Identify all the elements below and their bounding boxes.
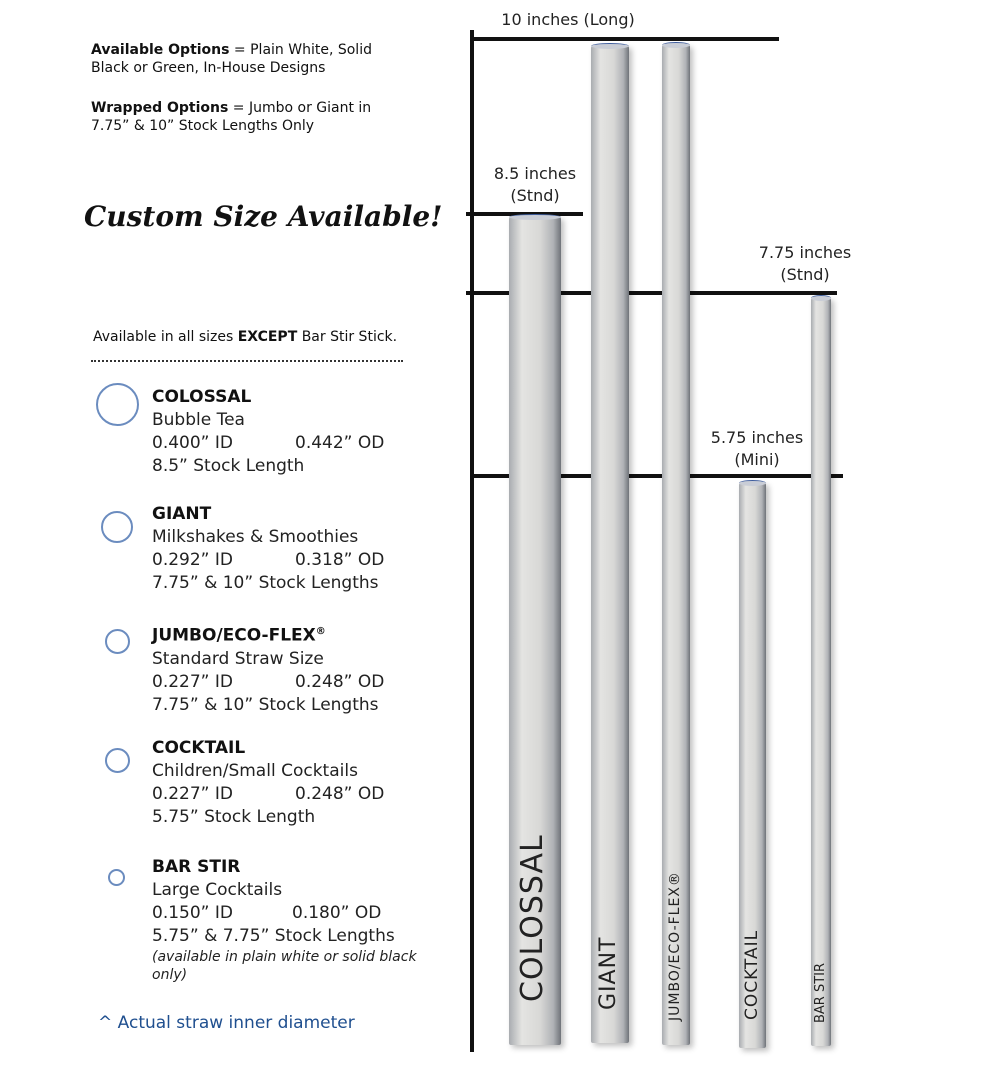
marker-label-5-75in (692, 427, 822, 471)
available-options-label: Available Options (91, 42, 230, 58)
marker-type: (Mini) (734, 450, 780, 469)
stock-length: 7.75” & 10” Stock Lengths (152, 573, 379, 593)
size-jumbo (152, 620, 462, 717)
size-name: BAR STIR (152, 857, 241, 877)
straw-label: COCKTAIL (741, 929, 762, 1020)
outer-diameter: 0.248” OD (295, 671, 385, 692)
marker-length: 5.75 inches (710, 428, 804, 447)
inner-diameter: 0.400” ID (152, 433, 233, 453)
availability-note (93, 329, 397, 345)
marker-line-10in (472, 37, 779, 41)
marker-length: 7.75 inches (758, 243, 852, 262)
straw-label: JUMBO/ECO-FLEX® (667, 871, 683, 1021)
custom-size-heading: Custom Size Available! (84, 200, 443, 233)
marker-type: (Stnd) (510, 186, 560, 205)
straw-giant (591, 45, 629, 1043)
size-colossal (152, 386, 462, 478)
size-use: Children/Small Cocktails (152, 761, 358, 781)
inner-diameter: 0.227” ID (152, 671, 233, 692)
note-post: Bar Stir Stick. (297, 329, 398, 345)
marker-label-7-75in (740, 242, 870, 286)
size-use: Standard Straw Size (152, 648, 324, 669)
size-bar-stir (152, 856, 462, 984)
size-cocktail (152, 737, 462, 829)
marker-label-10in: 10 inches (Long) (501, 10, 635, 29)
size-use: Large Cocktails (152, 880, 283, 900)
outer-diameter: 0.318” OD (295, 550, 385, 570)
size-name: COCKTAIL (152, 738, 246, 758)
wrapped-options-text: = Jumbo or Giant in 7.75” & 10” Stock Lengths Only (91, 100, 372, 134)
inner-diameter: 0.292” ID (152, 550, 233, 570)
outer-diameter: 0.442” OD (295, 433, 385, 453)
stock-length: 7.75” & 10” Stock Lengths (152, 694, 379, 715)
size-use: Milkshakes & Smoothies (152, 527, 359, 547)
registered-mark: ® (315, 626, 326, 637)
giant-diameter-circle (101, 511, 133, 543)
size-name: JUMBO/ECO-FLEX (152, 625, 316, 646)
straw-bar-stir (811, 297, 831, 1046)
straw-label: BAR STIR (813, 962, 828, 1023)
outer-diameter: 0.180” OD (292, 903, 382, 923)
marker-length: 8.5 inches (493, 164, 577, 183)
marker-type: (Stnd) (780, 265, 830, 284)
bar-stir-note: (available in plain white or solid black only) (152, 949, 417, 983)
cocktail-diameter-circle (105, 748, 130, 773)
straw-label: GIANT (596, 936, 621, 1010)
available-options-text: = Plain White, Solid Black or Green, In-House Designs (91, 42, 372, 76)
straw-cocktail (739, 482, 766, 1048)
straw-label: COLOSSAL (515, 834, 550, 1002)
size-name: COLOSSAL (152, 387, 252, 407)
inner-diameter: 0.227” ID (152, 784, 233, 804)
stock-length: 5.75” Stock Length (152, 807, 316, 827)
jumbo-diameter-circle (105, 629, 130, 654)
inner-diameter: 0.150” ID (152, 903, 233, 923)
outer-diameter: 0.248” OD (295, 784, 385, 804)
straw-jumbo (662, 44, 690, 1045)
size-use: Bubble Tea (152, 410, 245, 430)
size-giant (152, 503, 462, 595)
dotted-divider (91, 360, 403, 362)
note-bold: EXCEPT (237, 329, 298, 345)
note-pre: Available in all sizes (93, 329, 238, 345)
colossal-diameter-circle (96, 383, 139, 426)
stock-length: 5.75” & 7.75” Stock Lengths (152, 926, 395, 946)
straw-colossal (509, 216, 561, 1045)
wrapped-options-label: Wrapped Options (91, 100, 229, 116)
size-name: GIANT (152, 504, 212, 524)
stock-length: 8.5” Stock Length (152, 456, 305, 476)
marker-label-8-5in (470, 163, 600, 207)
available-options (91, 41, 411, 77)
footnote: ^ Actual straw inner diameter (98, 1013, 355, 1033)
bar-stir-diameter-circle (108, 869, 125, 886)
wrapped-options (91, 99, 411, 135)
